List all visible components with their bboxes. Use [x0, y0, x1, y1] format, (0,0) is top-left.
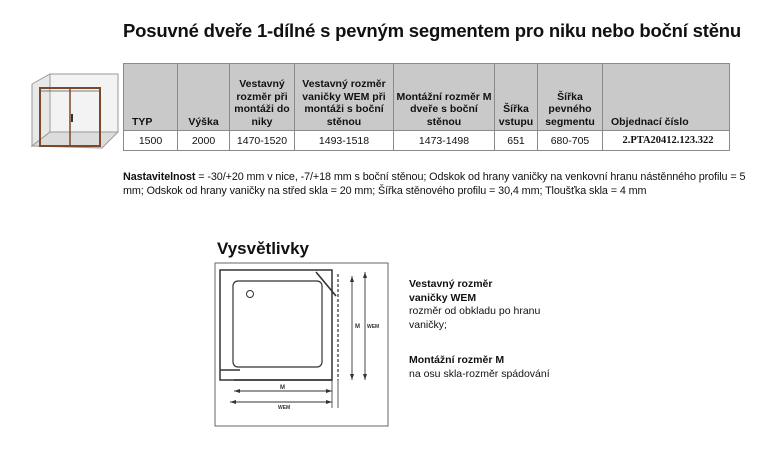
note-label: Nastavitelnost	[123, 171, 196, 183]
diagram-label-m-horizontal: M	[280, 385, 285, 391]
legend-description: na osu skla-rozměr spádování	[409, 367, 550, 380]
header-cell: Výška	[178, 64, 230, 131]
table-cell: 1500	[124, 131, 178, 151]
diagram-label-wem-horizontal: WEM	[278, 405, 291, 411]
header-cell: Objednací číslo	[603, 64, 730, 131]
header-cell: TYP	[124, 64, 178, 131]
table-cell: 651	[495, 131, 538, 151]
header-cell: Vestavný rozměr při montáži do niky	[230, 64, 295, 131]
spec-table	[123, 63, 730, 151]
note-text: = -30/+20 mm v nice, -7/+18 mm s boční stěnou; Odskok od hrany vaničky na venkovní hranu nástěnného profilu = 5 mm; Odskok od hrany vaničky na střed skla = 20 mm; Šířka stěnového profilu = 30,4 mm; Tloušťka skla = 4 mm	[123, 171, 746, 197]
table-cell: 1493-1518	[295, 131, 394, 151]
legend-item-m	[409, 354, 550, 381]
table-header-row	[124, 64, 730, 131]
diagram-label-wem-vertical: WEM	[367, 324, 380, 330]
table-cell: 1473-1498	[394, 131, 495, 151]
header-cell: Šířka vstupu	[495, 64, 538, 131]
legend-term: Vestavný rozměr	[409, 278, 493, 290]
legend-term: Montážní rozměr M	[409, 354, 505, 366]
header-cell: Montážní rozměr M dveře s boční stěnou	[394, 64, 495, 131]
legend-description: rozměr od obkladu po hranu	[409, 305, 541, 317]
legend-description: vaničky;	[409, 318, 447, 331]
header-cell: Šířka pevného segmentu	[538, 64, 603, 131]
diagram-label-m-vertical: M	[355, 324, 360, 330]
page-title: Posuvné dveře 1-dílné s pevným segmentem pro niku nebo boční stěnu	[123, 20, 742, 41]
legend-term: vaničky WEM	[409, 291, 477, 304]
order-number-cell: 2.PTA20412.123.322	[603, 131, 730, 151]
installation-diagram	[214, 262, 389, 427]
table-cell: 2000	[178, 131, 230, 151]
legend-item-wem	[409, 278, 540, 332]
legend-title: Vysvětlivky	[217, 239, 309, 258]
table-cell: 1470-1520	[230, 131, 295, 151]
adjustability-note	[123, 170, 763, 198]
table-cell: 680-705	[538, 131, 603, 151]
product-thumbnail	[26, 70, 124, 156]
table-row	[124, 131, 730, 151]
header-cell: Vestavný rozměr vaničky WEM při montáži s boční stěnou	[295, 64, 394, 131]
